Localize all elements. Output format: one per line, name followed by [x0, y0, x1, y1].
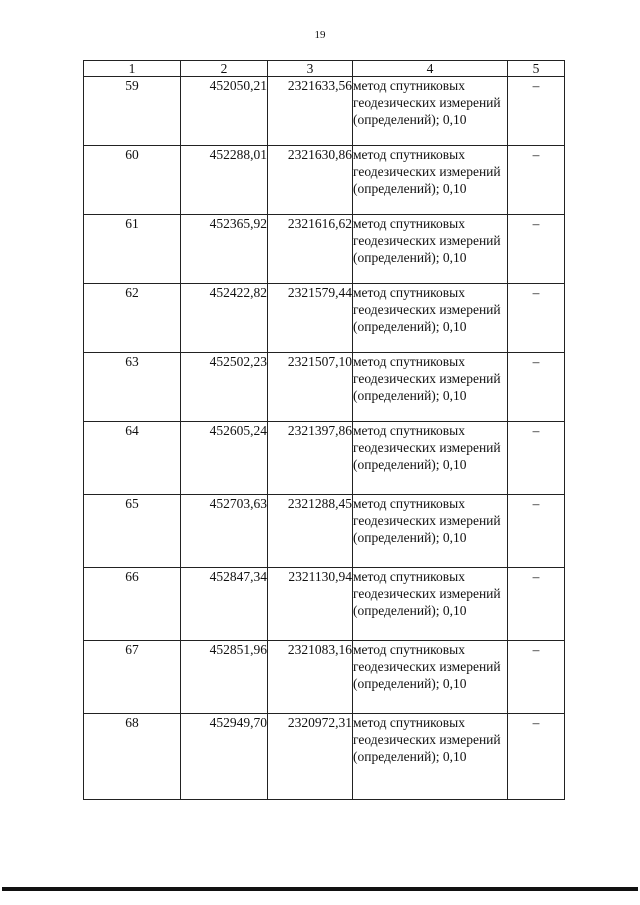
table-row — [84, 714, 565, 800]
x-coordinate-cell: 452288,01 — [181, 146, 268, 215]
method-cell: метод спутниковых геодезических измерений (определений); 0,10 — [353, 714, 508, 800]
point-number-cell: 67 — [84, 641, 181, 714]
table-row — [84, 146, 565, 215]
note-cell: – — [508, 215, 565, 284]
note-cell: – — [508, 146, 565, 215]
y-coordinate-cell: 2321630,86 — [268, 146, 353, 215]
note-cell: – — [508, 353, 565, 422]
y-coordinate-cell: 2321579,44 — [268, 284, 353, 353]
point-number-cell: 63 — [84, 353, 181, 422]
table-row — [84, 284, 565, 353]
x-coordinate-cell: 452050,21 — [181, 77, 268, 146]
point-number-cell: 59 — [84, 77, 181, 146]
note-cell: – — [508, 495, 565, 568]
method-cell: метод спутниковых геодезических измерений (определений); 0,10 — [353, 495, 508, 568]
method-cell: метод спутниковых геодезических измерений (определений); 0,10 — [353, 422, 508, 495]
table-row — [84, 353, 565, 422]
method-cell: метод спутниковых геодезических измерений (определений); 0,10 — [353, 146, 508, 215]
method-cell: метод спутниковых геодезических измерений (определений); 0,10 — [353, 641, 508, 714]
x-coordinate-cell: 452847,34 — [181, 568, 268, 641]
x-coordinate-cell: 452365,92 — [181, 215, 268, 284]
y-coordinate-cell: 2321507,10 — [268, 353, 353, 422]
column-header: 5 — [508, 61, 565, 77]
table-header-row — [84, 61, 565, 77]
x-coordinate-cell: 452949,70 — [181, 714, 268, 800]
point-number-cell: 65 — [84, 495, 181, 568]
point-number-cell: 68 — [84, 714, 181, 800]
point-number-cell: 62 — [84, 284, 181, 353]
method-cell: метод спутниковых геодезических измерений (определений); 0,10 — [353, 215, 508, 284]
column-header: 3 — [268, 61, 353, 77]
table-row — [84, 215, 565, 284]
coordinates-table — [83, 60, 565, 800]
method-cell: метод спутниковых геодезических измерений (определений); 0,10 — [353, 568, 508, 641]
point-number-cell: 61 — [84, 215, 181, 284]
table-row — [84, 568, 565, 641]
note-cell: – — [508, 641, 565, 714]
note-cell: – — [508, 568, 565, 641]
y-coordinate-cell: 2321083,16 — [268, 641, 353, 714]
method-cell: метод спутниковых геодезических измерений (определений); 0,10 — [353, 77, 508, 146]
point-number-cell: 66 — [84, 568, 181, 641]
x-coordinate-cell: 452851,96 — [181, 641, 268, 714]
table-row — [84, 495, 565, 568]
table-row — [84, 77, 565, 146]
x-coordinate-cell: 452502,23 — [181, 353, 268, 422]
method-cell: метод спутниковых геодезических измерений (определений); 0,10 — [353, 284, 508, 353]
column-header: 2 — [181, 61, 268, 77]
y-coordinate-cell: 2321633,56 — [268, 77, 353, 146]
table-row — [84, 422, 565, 495]
y-coordinate-cell: 2321130,94 — [268, 568, 353, 641]
x-coordinate-cell: 452605,24 — [181, 422, 268, 495]
y-coordinate-cell: 2321397,86 — [268, 422, 353, 495]
note-cell: – — [508, 422, 565, 495]
x-coordinate-cell: 452422,82 — [181, 284, 268, 353]
y-coordinate-cell: 2321288,45 — [268, 495, 353, 568]
x-coordinate-cell: 452703,63 — [181, 495, 268, 568]
note-cell: – — [508, 77, 565, 146]
note-cell: – — [508, 284, 565, 353]
point-number-cell: 64 — [84, 422, 181, 495]
column-header: 4 — [353, 61, 508, 77]
column-header: 1 — [84, 61, 181, 77]
method-cell: метод спутниковых геодезических измерений (определений); 0,10 — [353, 353, 508, 422]
y-coordinate-cell: 2320972,31 — [268, 714, 353, 800]
point-number-cell: 60 — [84, 146, 181, 215]
page-number: 19 — [314, 29, 326, 41]
note-cell: – — [508, 714, 565, 800]
table-row — [84, 641, 565, 714]
y-coordinate-cell: 2321616,62 — [268, 215, 353, 284]
bottom-divider — [2, 887, 638, 891]
